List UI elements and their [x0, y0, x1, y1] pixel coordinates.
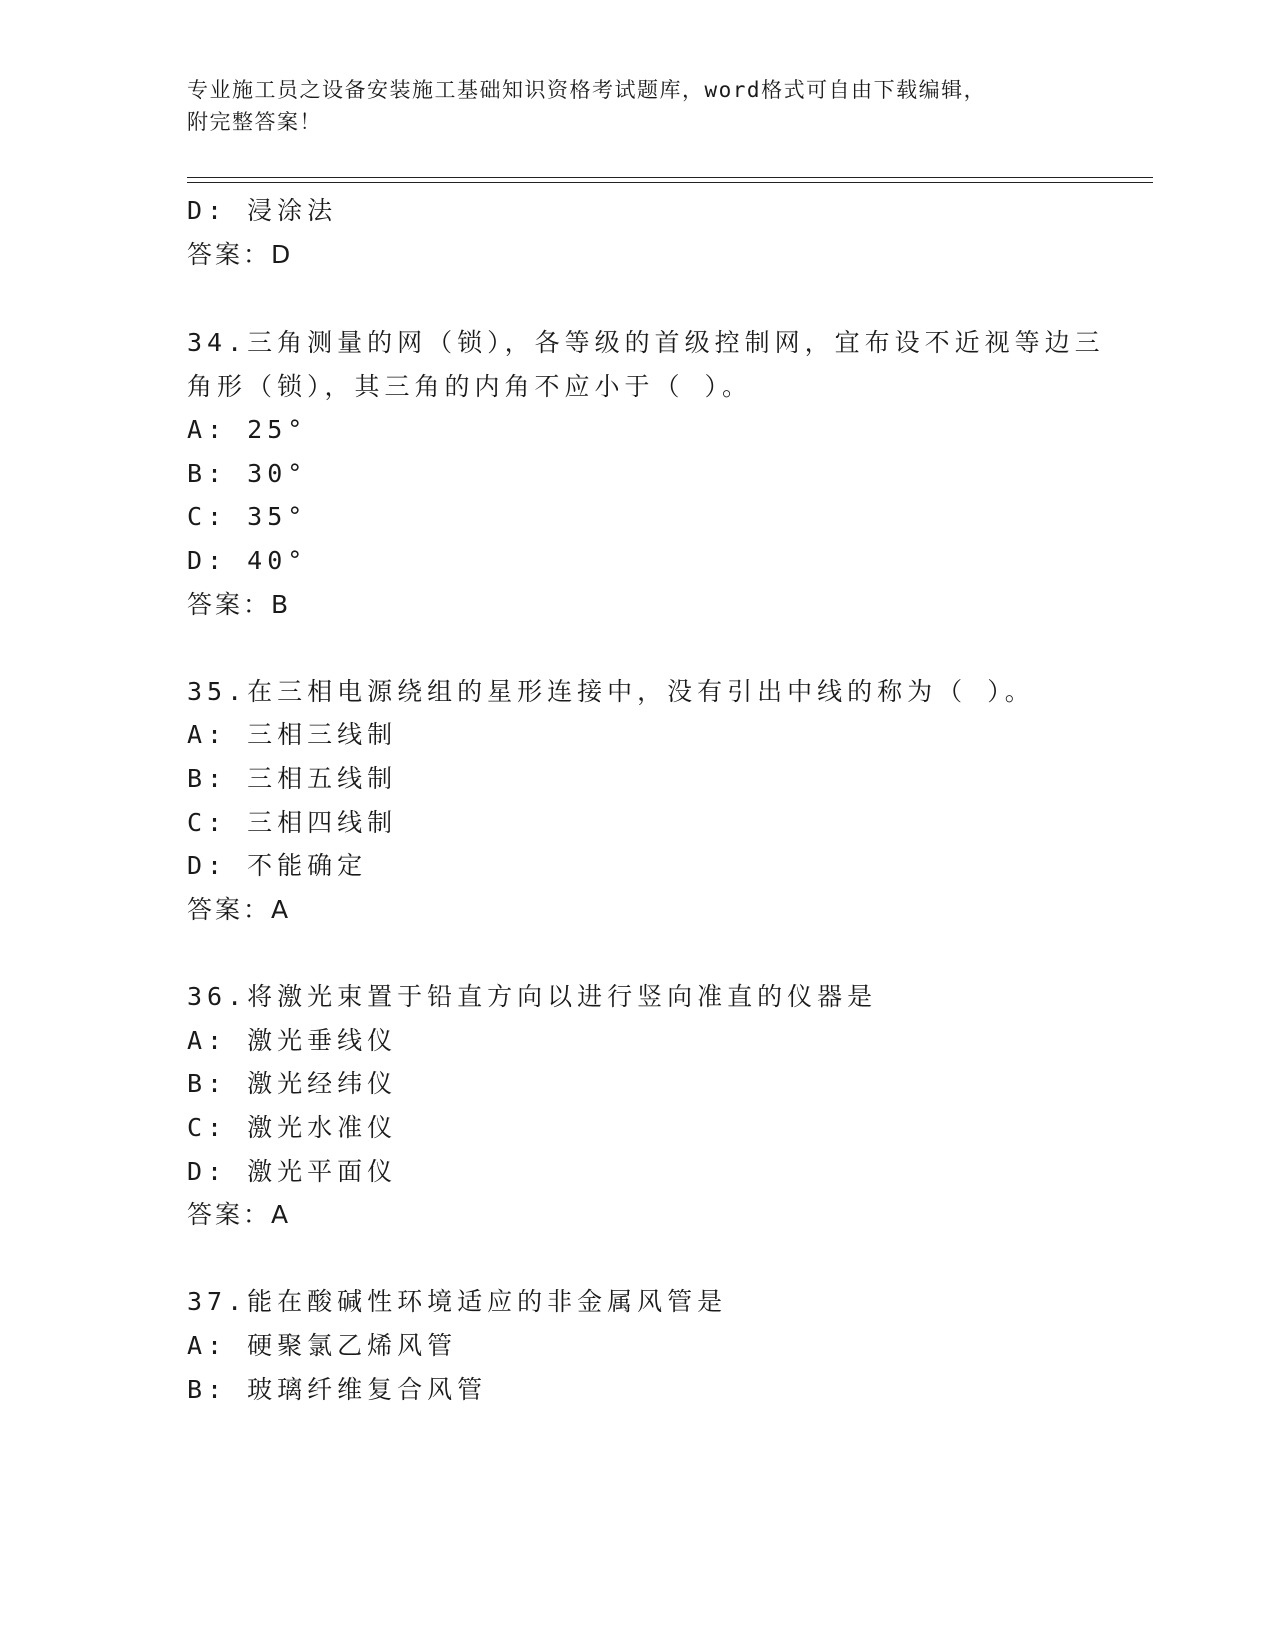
- q35-answer: 答案：A: [187, 895, 292, 924]
- header-line-1: 专业施工员之设备安装施工基础知识资格考试题库，word格式可自由下载编辑，: [187, 78, 987, 102]
- q35-option-a: A: 三相三线制: [187, 720, 398, 749]
- q37-stem: 37.能在酸碱性环境适应的非金属风管是: [187, 1287, 728, 1316]
- q34-option-b: B: 30°: [187, 459, 308, 488]
- q34-option-d: D: 40°: [187, 546, 308, 575]
- q34-stem-line-1: 34.三角测量的网（锁），各等级的首级控制网，宜布设不近视等边三: [187, 328, 1105, 357]
- q36-answer: 答案：A: [187, 1200, 292, 1229]
- q34-answer: 答案：B: [187, 590, 292, 619]
- q36-option-b: B: 激光经纬仪: [187, 1069, 398, 1098]
- q37-option-a: A: 硬聚氯乙烯风管: [187, 1331, 458, 1360]
- header-divider-top: [187, 177, 1153, 178]
- prev-option-d: D: 浸涂法: [187, 196, 338, 225]
- header-divider-bottom: [187, 182, 1153, 183]
- q36-stem: 36.将激光束置于铅直方向以进行竖向准直的仪器是: [187, 982, 878, 1011]
- q37-option-b: B: 玻璃纤维复合风管: [187, 1375, 488, 1404]
- q36-option-d: D: 激光平面仪: [187, 1157, 398, 1186]
- document-header: [187, 74, 1067, 138]
- q34-option-c: C: 35°: [187, 502, 308, 531]
- q35-option-b: B: 三相五线制: [187, 764, 398, 793]
- q34-stem-line-2: 角形（锁），其三角的内角不应小于（ ）。: [187, 372, 753, 401]
- q35-stem: 35.在三相电源绕组的星形连接中，没有引出中线的称为（ ）。: [187, 677, 1035, 706]
- q35-option-c: C: 三相四线制: [187, 808, 398, 837]
- q36-option-c: C: 激光水准仪: [187, 1113, 398, 1142]
- q35-option-d: D: 不能确定: [187, 851, 368, 880]
- q34-option-a: A: 25°: [187, 415, 308, 444]
- header-line-2: 附完整答案！: [187, 110, 322, 134]
- prev-answer: 答案：D: [187, 240, 294, 269]
- q36-option-a: A: 激光垂线仪: [187, 1026, 398, 1055]
